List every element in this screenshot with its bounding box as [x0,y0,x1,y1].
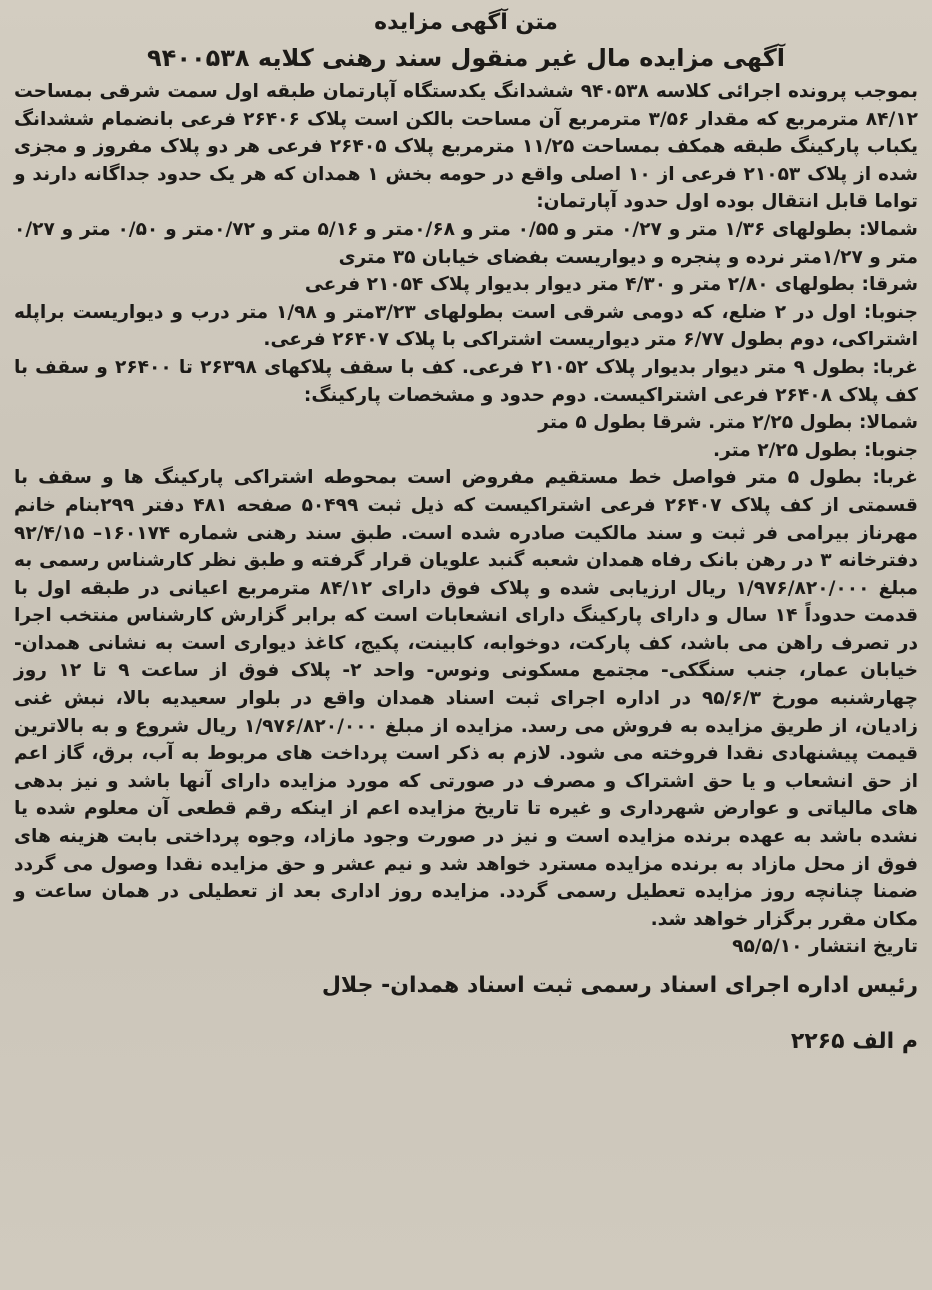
notice-reference: م الف ۲۲۶۵ [790,1029,918,1054]
notice-subheading: آگهی مزایده مال غیر منقول سند رهنی کلایه ۹۴۰۰۵۳۸ [147,44,785,72]
notice-body: بموجب پرونده اجرائی کلاسه ۹۴۰۵۳۸ ششدانگ یکدستگاه آپارتمان طبقه اول سمت شرقی بمساحت ۸۴/۱۲ مترمربع که مقدار ۳/۵۶ مترمربع آن مساحت بالکن است پلاک ۲۶۴۰۶ فرعی بانضمام ششدانگ یکباب پارکینگ طبقه همکف بمساحت ۱۱/۲۵ مترمربع پلاک ۲۶۴۰۵ فرعی هر دو پلاک مفروز و مجزی شده از پلاک ۲۱۰۵۳ فرعی از ۱۰ اصلی واقع در حومه بخش ۱ همدان که هر یک حدود جداگانه دارند و تواما قابل انتقال بوده اول حدود آپارتمان: شمالا: بطولهای ۱/۳۶ متر و ۰/۲۷ متر و ۰/۵۵ متر و ۰/۶۸متر و ۵/۱۶ متر و ۰/۷۲متر و ۰/۵۰ متر و ۰/۲۷ متر و ۱/۲۷متر نرده و پنجره و دیواریست بفضای خیابان ۳۵ متری شرقا: بطولهای ۲/۸۰ متر و ۴/۳۰ متر دیوار بدیوار پلاک ۲۱۰۵۴ فرعی جنوبا: اول در ۲ ضلع، که دومی شرقی است بطولهای ۳/۲۳متر و ۱/۹۸ متر درب و دیواریست براپله اشتراکی، دوم بطول ۶/۷۷ متر دیواریست اشتراکی با پلاک ۲۶۴۰۷ فرعی. غربا: بطول ۹ متر دیوار بدیوار پلاک ۲۱۰۵۲ فرعی. کف با سقف پلاکهای ۲۶۳۹۸ تا ۲۶۴۰۰ و سقف با کف پلاک ۲۶۴۰۸ فرعی اشتراکیست. دوم حدود و مشخصات پارکینگ: شمالا: بطول ۲/۲۵ متر. شرقا بطول ۵ متر جنوبا: بطول ۲/۲۵ متر. غربا: بطول ۵ متر فواصل خط مستقیم مفروض است بمحوطه اشتراکی پارکینگ ها و سقف با قسمتی از کف پلاک ۲۶۴۰۷ فرعی اشتراکیست که ذیل ثبت ۵۰۴۹۹ صفحه ۴۸۱ دفتر ۲۹۹بنام خانم مهرناز بیرامی فر ثبت و سند مالکیت صادره شده است. طبق سند رهنی شماره ۱۶۰۱۷۴– ۹۲/۴/۱۵ دفترخانه ۳ در رهن بانک رفاه همدان شعبه گنبد علویان قرار گرفته و طبق نظر کارشناس رسمی به مبلغ ۱/۹۷۶/۸۲۰/۰۰۰ ریال ارزیابی شده و پلاک فوق دارای ۸۴/۱۲ مترمربع اعیانی در طبقه اول با قدمت حدوداً ۱۴ سال و دارای پارکینگ دارای انشعابات است که برابر گزارش کارشناس منتخب اجرا در تصرف راهن می باشد، کف پارکت، دوخوابه، کابینت، پکیج، کاغذ دیواری است به نشانی همدان- خیابان عمار، جنب سنگکی- مجتمع مسکونی ونوس- واحد ۲- پلاک فوق از ساعت ۹ تا ۱۲ روز چهارشنبه مورخ ۹۵/۶/۳ در اداره اجرای ثبت اسناد همدان واقع در بلوار سعیدیه بالا، نبش غنی زادیان، از طریق مزایده به فروش می رسد. مزایده از مبلغ ۱/۹۷۶/۸۲۰/۰۰۰ ریال شروع و به بالاترین قیمت پیشنهادی نقدا فروخته می شود. لازم به ذکر است پرداخت های مربوط به آب، برق، گاز اعم از حق انشعاب و یا حق اشتراک و مصرف در صورتی که مورد مزایده دارای آنها باشد و نیز بدهی های مالیاتی و عوارض شهرداری و غیره تا تاریخ مزایده اعم از اینکه رقم قطعی آن معلوم شده یا نشده باشد به عهده برنده مزایده است و نیز در صورت وجود مازاد، وجوه پرداختی بابت هزینه های فوق از محل مازاد به برنده مزایده مسترد خواهد شد و نیم عشر و حق مزایده نقدا وصول می گردد ضمنا چنانچه روز مزایده تعطیل رسمی گردد. مزایده روز اداری بعد از تعطیلی در همان ساعت و مکان مقرر برگزار خواهد شد. تاریخ انتشار ۹۵/۵/۱۰ [14,81,919,958]
notice-heading: متن آگهی مزایده [374,10,558,35]
notice-signature: رئیس اداره اجرای اسناد رسمی ثبت اسناد همدان- جلال [321,973,918,998]
